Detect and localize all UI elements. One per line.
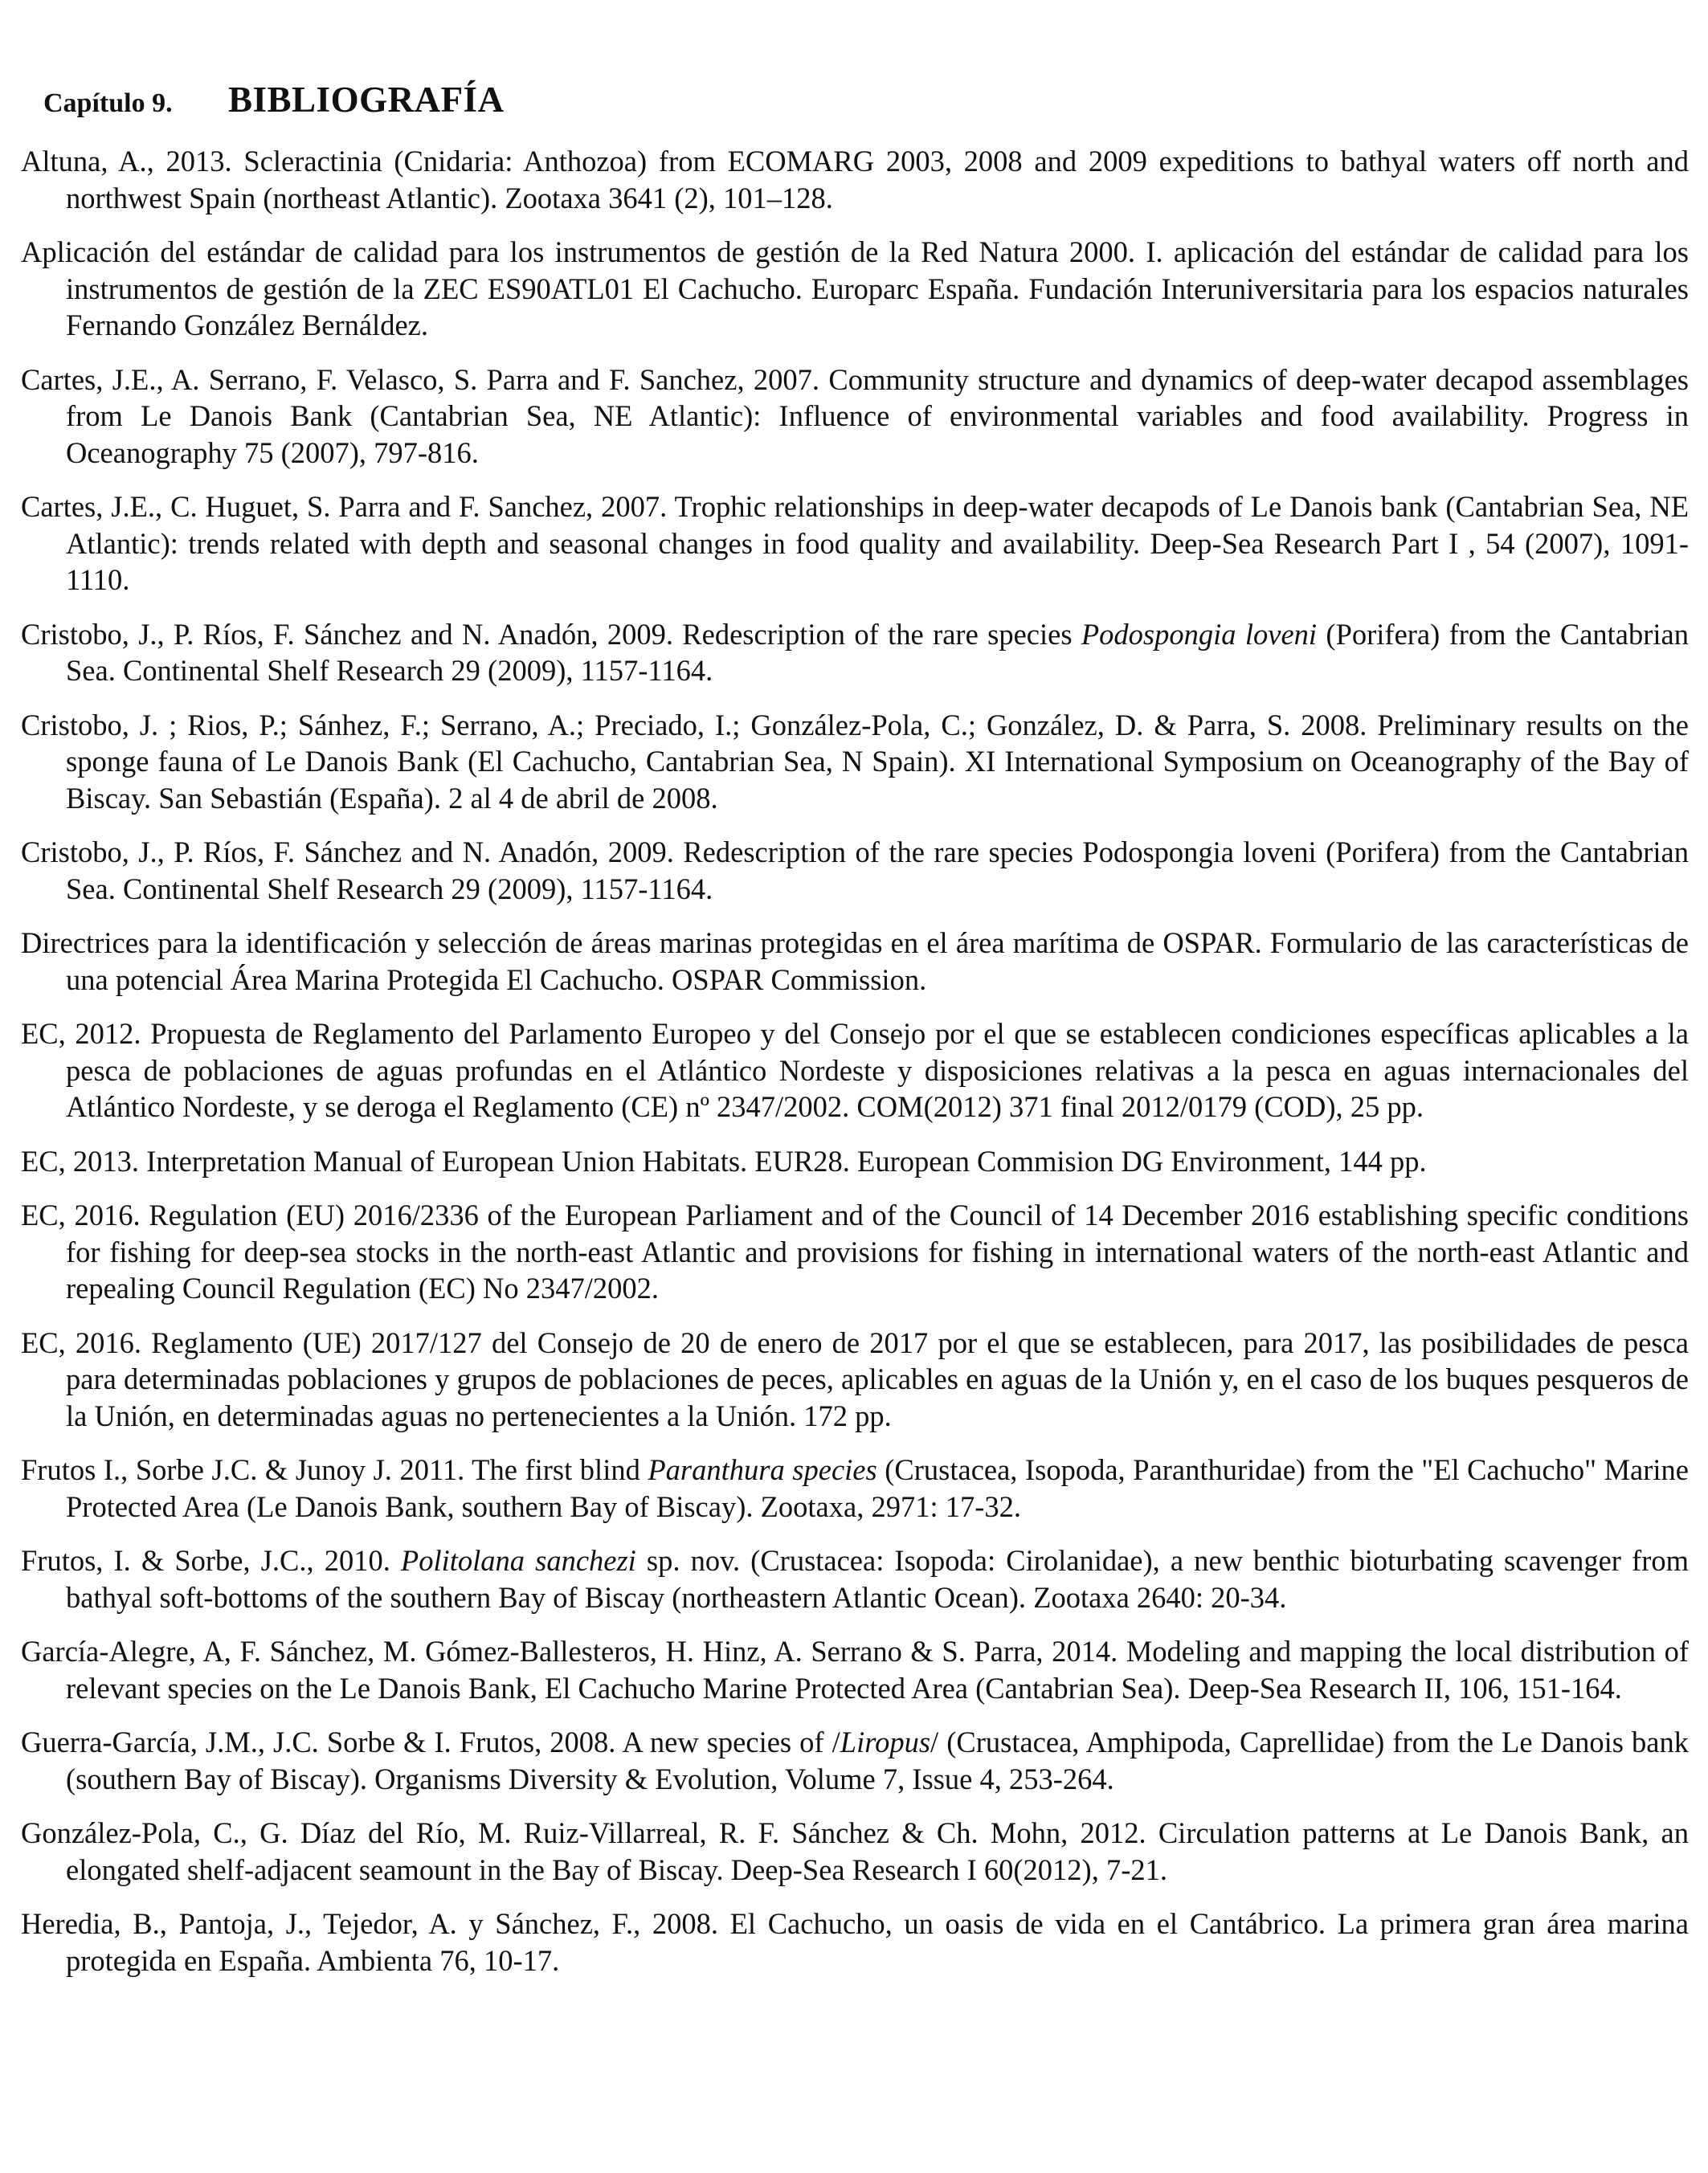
reference-entry: Cartes, J.E., C. Huguet, S. Parra and F. Sanchez, 2007. Trophic relationships in deep-water decapods of Le Danois bank (Cantabrian Sea, NE Atlantic): trends related with depth and seasonal changes in food quality and availability. Deep-Sea Research Part I , 54 (2007), 1091-1110. [21,490,1689,596]
chapter-number: Capítulo 9. [43,88,173,118]
reference-entry: EC, 2016. Reglamento (UE) 2017/127 del Consejo de 20 de enero de 2017 por el que se establecen, para 2017, las posibilidades de pesca para determinadas poblaciones y grupos de poblaciones de peces, aplicables en aguas de la Unión y, en el caso de los buques pesqueros de la Unión, en determinadas aguas no pertenecientes a la Unión. 172 pp. [21,1325,1689,1432]
species-name: Liropus [840,1726,931,1758]
reference-list [21,143,1689,1979]
reference-entry [21,1542,1689,1615]
reference-entry [21,1452,1689,1525]
chapter-heading [43,79,1689,120]
bibliography-page [21,79,1689,1996]
section-title: BIBLIOGRAFÍA [228,80,505,120]
reference-entry [21,616,1689,689]
reference-text: Frutos, I. & Sorbe, J.C., 2010. [21,1544,401,1577]
reference-text: (Porifera) from the Cantabrian Sea. Continental Shelf Research 29 (2009), 1157-1164. [66,617,1689,687]
reference-entry: González-Pola, C., G. Díaz del Río, M. Ruiz-Villarreal, R. F. Sánchez & Ch. Mohn, 2012. Circulation patterns at Le Danois Bank, an elongated shelf-adjacent seamount in the Bay of Biscay. Deep-Sea Research I 60(2012), 7-21. [21,1816,1689,1886]
reference-text: sp. nov. (Crustacea: Isopoda: Cirolanidae), a new benthic bioturbating scavenger from bathyal soft-bottoms of the southern Bay of Biscay (northeastern Atlantic Ocean). Zootaxa 2640: 20-34. [66,1544,1689,1614]
species-name: Podospongia loveni [1081,617,1318,651]
reference-entry: Altuna, A., 2013. Scleractinia (Cnidaria: Anthozoa) from ECOMARG 2003, 2008 and 2009 expeditions to bathyal waters off north and northwest Spain (northeast Atlantic). Zootaxa 3641 (2), 101–128. [21,145,1689,214]
reference-entry: Cartes, J.E., A. Serrano, F. Velasco, S. Parra and F. Sanchez, 2007. Community structure and dynamics of deep-water decapod assemblages from Le Danois Bank (Cantabrian Sea, NE Atlantic): Influence of environmental variables and food availability. Progress in Oceanography 75 (2007), 797-816. [21,362,1689,469]
species-name: Paranthura species [648,1453,877,1486]
reference-text: Guerra-García, J.M., J.C. Sorbe & I. Frutos, 2008. A new species of / [21,1726,840,1758]
reference-entry: Heredia, B., Pantoja, J., Tejedor, A. y Sánchez, F., 2008. El Cachucho, un oasis de vida en el Cantábrico. La primera gran área marina protegida en España. Ambienta 76, 10-17. [21,1907,1689,1977]
reference-entry [21,1724,1689,1797]
reference-entry: EC, 2016. Regulation (EU) 2016/2336 of the European Parliament and of the Council of 14 December 2016 establishing specific conditions for fishing for deep-sea stocks in the north-east Atlantic and provisions for fishing in international waters of the north-east Atlantic and repealing Council Regulation (EC) No 2347/2002. [21,1199,1689,1305]
reference-text: (Crustacea, Isopoda, Paranthuridae) from the "El Cachucho" Marine Protected Area (Le Danois Bank, southern Bay of Biscay). Zootaxa, 2971: 17-32. [66,1453,1689,1523]
reference-text: Cristobo, J., P. Ríos, F. Sánchez and N. Anadón, 2009. Redescription of the rare species [21,617,1081,651]
reference-entry: EC, 2012. Propuesta de Reglamento del Parlamento Europeo y del Consejo por el que se establecen condiciones específicas aplicables a la pesca de poblaciones de aguas profundas en el Atlántico Nordeste y disposiciones relativas a la pesca en aguas internacionales del Atlántico Nordeste, y se deroga el Reglamento (CE) nº 2347/2002. COM(2012) 371 final 2012/0179 (COD), 25 pp. [21,1017,1689,1123]
reference-entry: Cristobo, J., P. Ríos, F. Sánchez and N. Anadón, 2009. Redescription of the rare species Podospongia loveni (Porifera) from the Cantabrian Sea. Continental Shelf Research 29 (2009), 1157-1164. [21,835,1689,905]
reference-text: / (Crustacea, Amphipoda, Caprellidae) from the Le Danois bank (southern Bay of Biscay). Organisms Diversity & Evolution, Volume 7, Issue 4, 253-264. [66,1726,1689,1795]
reference-entry: EC, 2013. Interpretation Manual of European Union Habitats. EUR28. European Commision DG Environment, 144 pp. [21,1144,1427,1178]
reference-entry: Directrices para la identificación y selección de áreas marinas protegidas en el área marítima de OSPAR. Formulario de las características de una potencial Área Marina Protegida El Cachucho. OSPAR Commission. [21,926,1689,996]
reference-text: Frutos I., Sorbe J.C. & Junoy J. 2011. The first blind [21,1453,648,1486]
species-name: Politolana sanchezi [400,1544,636,1577]
reference-entry: García-Alegre, A, F. Sánchez, M. Gómez-Ballesteros, H. Hinz, A. Serrano & S. Parra, 2014. Modeling and mapping the local distribution of relevant species on the Le Danois Bank, El Cachucho Marine Protected Area (Cantabrian Sea). Deep-Sea Research II, 106, 151-164. [21,1635,1689,1705]
reference-entry: Aplicación del estándar de calidad para los instrumentos de gestión de la Red Natura 2000. I. aplicación del estándar de calidad para los instrumentos de gestión de la ZEC ES90ATL01 El Cachucho. Europarc España. Fundación Interuniversitaria para los espacios naturales Fernando González Bernáldez. [21,235,1689,341]
reference-entry: Cristobo, J. ; Rios, P.; Sánhez, F.; Serrano, A.; Preciado, I.; González-Pola, C.; González, D. & Parra, S. 2008. Preliminary results on the sponge fauna of Le Danois Bank (El Cachucho, Cantabrian Sea, N Spain). XI International Symposium on Oceanography of the Bay of Biscay. San Sebastián (España). 2 al 4 de abril de 2008. [21,708,1689,815]
